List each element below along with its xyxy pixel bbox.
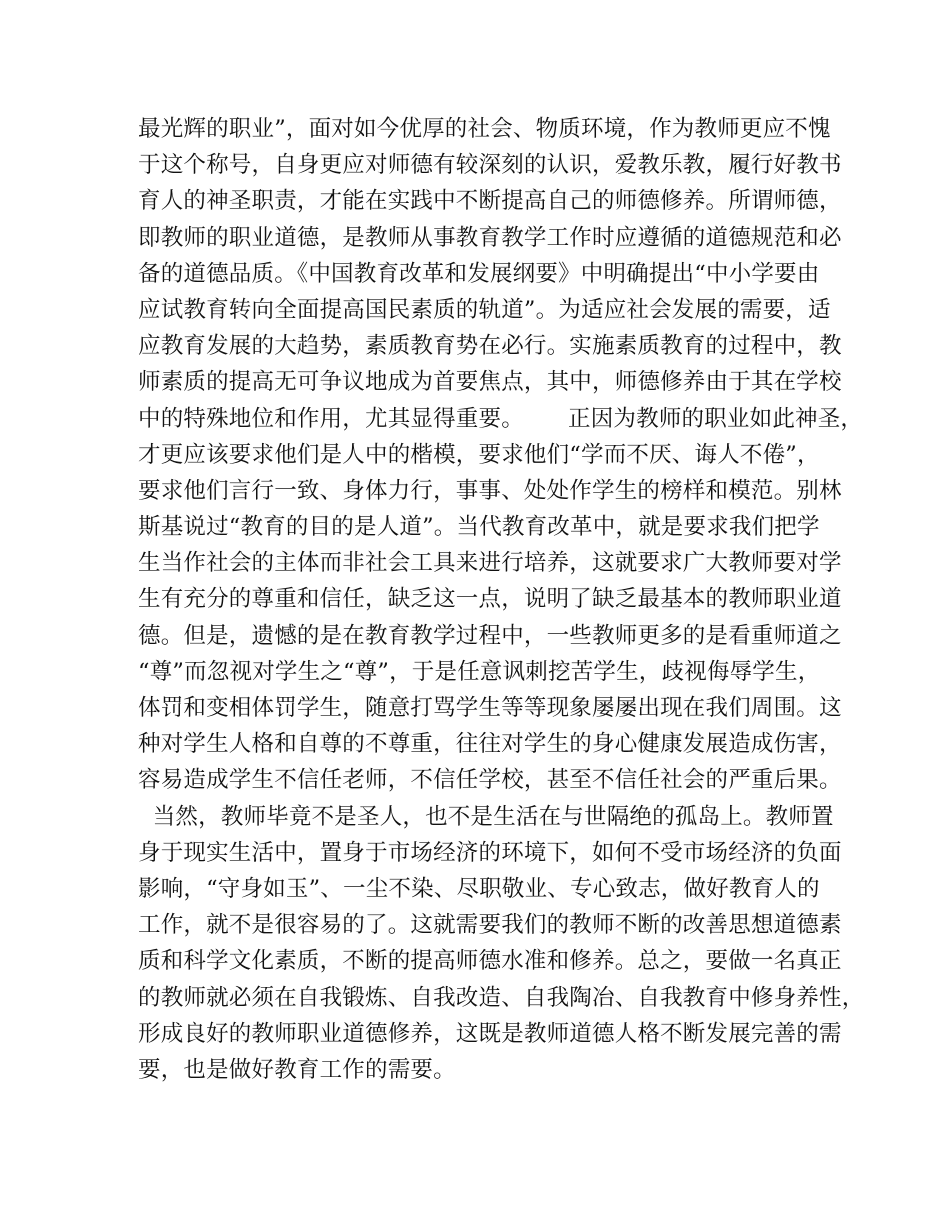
text-line: 备的道德品质。《中国教育改革和发展纲要》中明确提出“中小学要由 [138,260,820,287]
text-line: 种对学生人格和自尊的不尊重，往往对学生的身心健康发展造成伤害， [138,731,842,758]
text-line: 的教师就必须在自我锻炼、自我改造、自我陶冶、自我教育中修身养性， [138,984,865,1011]
text-line: 生当作社会的主体而非社会工具来进行培养，这就要求广大教师要对学 [138,550,842,577]
text-line: 身于现实生活中，置身于市场经济的环境下，如何不受市场经济的负面 [138,839,842,866]
text-line: 应教育发展的大趋势，素质教育势在必行。实施素质教育的过程中，教 [138,333,842,360]
text-line: 师素质的提高无可争议地成为首要焦点，其中，师德修养由于其在学校 [138,369,842,396]
text-line: 生有充分的尊重和信任，缺乏这一点，说明了缺乏最基本的教师职业道 [138,586,842,613]
text-line: 工作，就不是很容易的了。这就需要我们的教师不断的改善思想道德素 [138,912,842,939]
text-line: 最光辉的职业”，面对如今优厚的社会、物质环境，作为教师更应不愧 [138,116,831,142]
text-line: 于这个称号，自身更应对师德有较深刻的认识，爱教乐教，履行好教书 [138,152,842,179]
text-line: 德。但是，遗憾的是在教育教学过程中，一些教师更多的是看重师道之 [138,622,842,649]
text-line: “尊”而忽视对学生之“尊”，于是任意讽刺挖苦学生，歧视侮辱学生， [138,658,821,685]
text-line: 体罚和变相体罚学生，随意打骂学生等等现象屡屡出现在我们周围。这 [138,695,842,721]
text-line: 才更应该要求他们是人中的楷模，要求他们“学而不厌、诲人不倦”， [138,441,820,468]
text-line: 影响，“守身如玉”、一尘不染、尽职敬业、专心致志，做好教育人的 [138,875,820,902]
text-line: 形成良好的教师职业道德修养，这既是教师道德人格不断发展完善的需 [138,1020,842,1047]
text-line: 要，也是做好教育工作的需要。 [138,1056,456,1083]
text-line: 应试教育转向全面提高国民素质的轨道”。为适应社会发展的需要，适 [138,296,831,323]
text-line: 育人的神圣职责，才能在实践中不断提高自己的师德修养。所谓师德， [138,188,842,215]
text-line: 要求他们言行一致、身体力行，事事、处处作学生的榜样和模范。别林 [138,477,842,504]
body-text [138,111,865,1088]
text-line: 质和科学文化素质，不断的提高师德水准和修养。总之，要做一名真正 [138,948,842,975]
text-line: 容易造成学生不信任老师，不信任学校，甚至不信任社会的严重后果。 [138,767,842,794]
text-line: 斯基说过“教育的目的是人道”。当代教育改革中，就是要求我们把学 [138,514,820,541]
text-line: 当然，教师毕竟不是圣人，也不是生活在与世隔绝的孤岛上。教师置 [138,803,834,830]
text-line: 即教师的职业道德，是教师从事教育教学工作时应遵循的道德规范和必 [138,224,842,251]
text-line: 中的特殊地位和作用，尤其显得重要。 正因为教师的职业如此神圣， [138,405,864,432]
